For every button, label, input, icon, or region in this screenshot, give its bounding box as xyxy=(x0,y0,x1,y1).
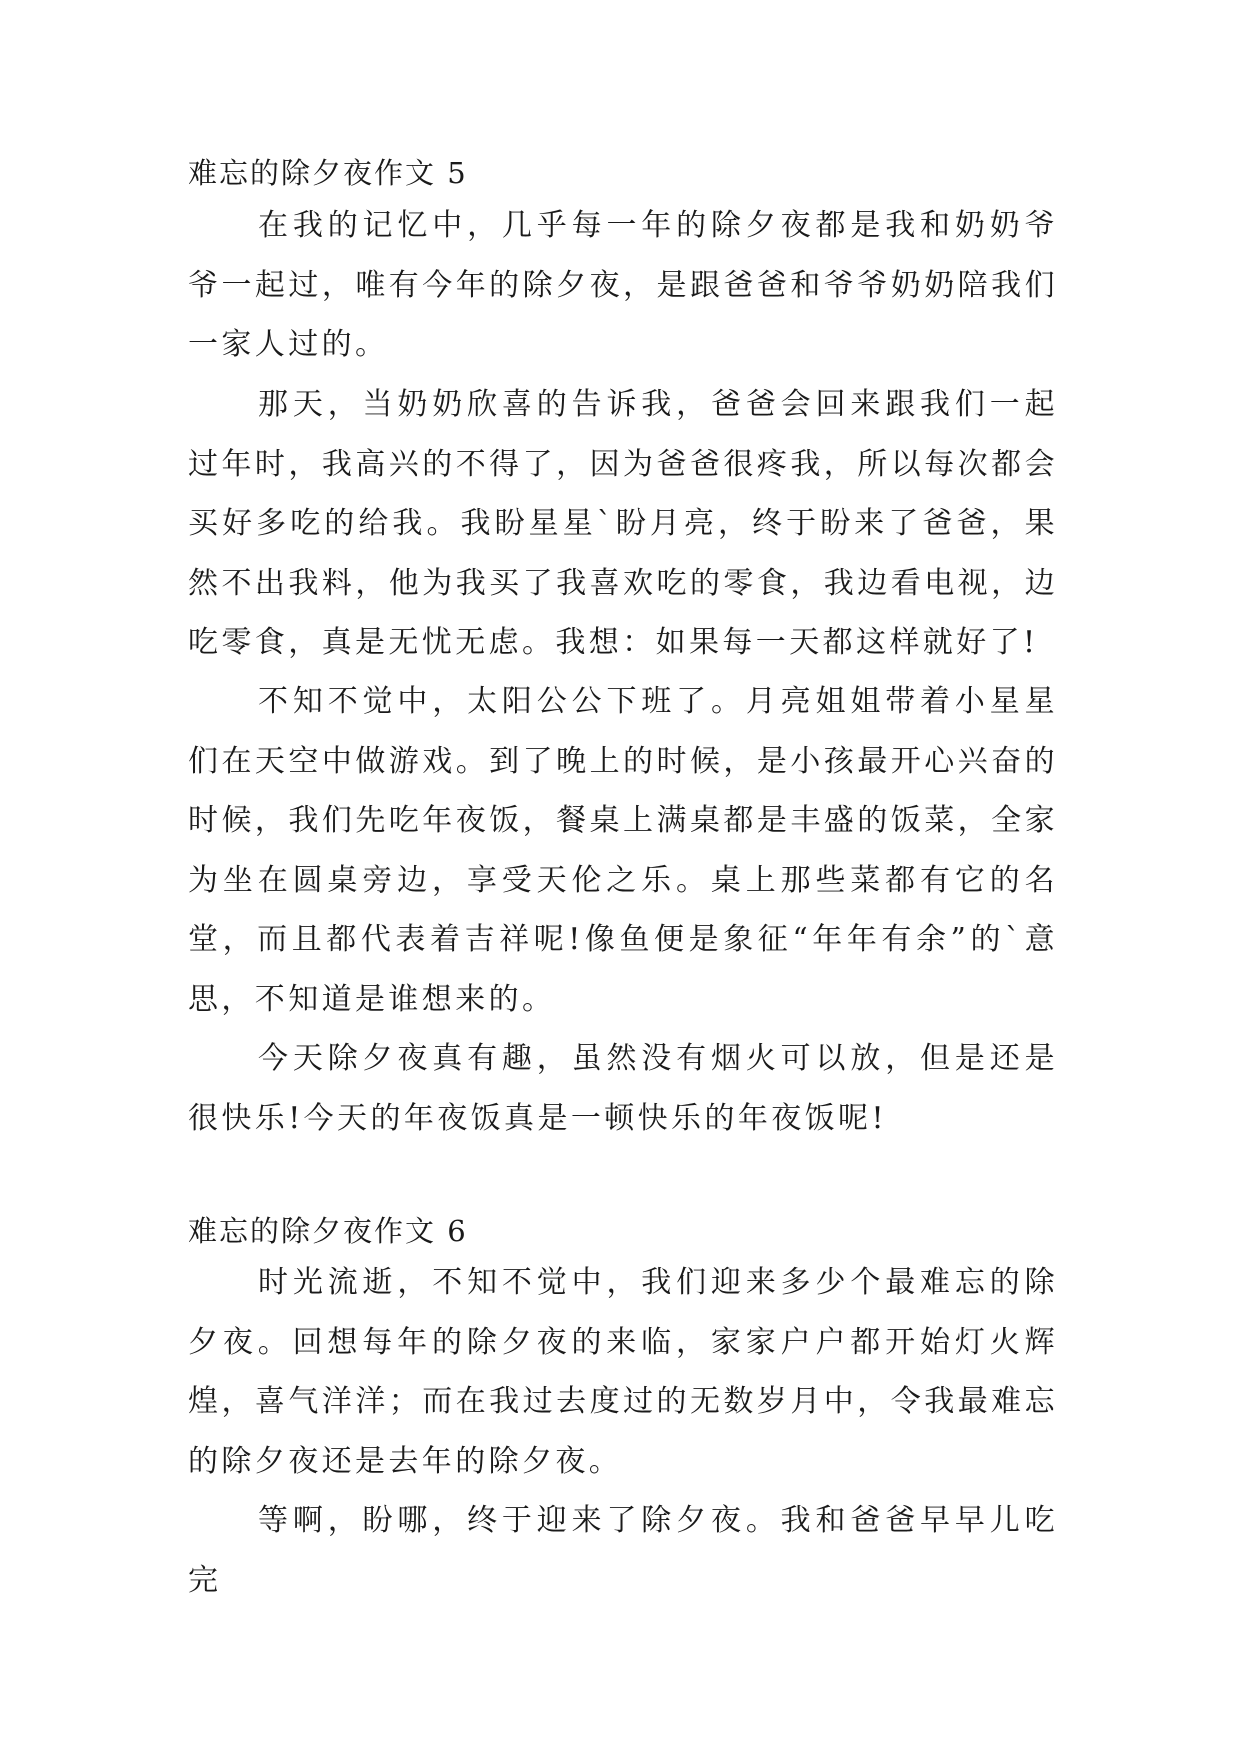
paragraph: 等啊，盼哪，终于迎来了除夕夜。我和爸爸早早儿吃完 xyxy=(188,1503,1058,1598)
section-title: 难忘的除夕夜作文 5 xyxy=(188,156,468,190)
paragraph: 今天除夕夜真有趣，虽然没有烟火可以放，但是还是很快乐!今天的年夜饭真是一顿快乐的年夜饭呢! xyxy=(188,1041,1058,1136)
paragraph: 那天，当奶奶欣喜的告诉我，爸爸会回来跟我们一起过年时，我高兴的不得了，因为爸爸很疼我，所以每次都会买好多吃的给我。我盼星星`盼月亮，终于盼来了爸爸，果然不出我料，他为我买了我喜欢吃的零食，我边看电视，边吃零食，真是无忧无虑。我想：如果每一天都这样就好了! xyxy=(188,387,1058,660)
paragraph: 时光流逝，不知不觉中，我们迎来多少个最难忘的除夕夜。回想每年的除夕夜的来临，家家户户都开始灯火辉煌，喜气洋洋；而在我过去度过的无数岁月中，令我最难忘的除夕夜还是去年的除夕夜。 xyxy=(188,1265,1058,1479)
paragraph: 在我的记忆中，几乎每一年的除夕夜都是我和奶奶爷爷一起过，唯有今年的除夕夜，是跟爸爸和爷爷奶奶陪我们一家人过的。 xyxy=(188,208,1058,362)
section-title: 难忘的除夕夜作文 6 xyxy=(188,1214,468,1248)
paragraph: 不知不觉中，太阳公公下班了。月亮姐姐带着小星星们在天空中做游戏。到了晚上的时候，是小孩最开心兴奋的时候，我们先吃年夜饭，餐桌上满桌都是丰盛的饭菜，全家为坐在圆桌旁边，享受天伦之乐。桌上那些菜都有它的名堂，而且都代表着吉祥呢!像鱼便是象征“年年有余”的`意思，不知道是谁想来的。 xyxy=(188,684,1058,1017)
